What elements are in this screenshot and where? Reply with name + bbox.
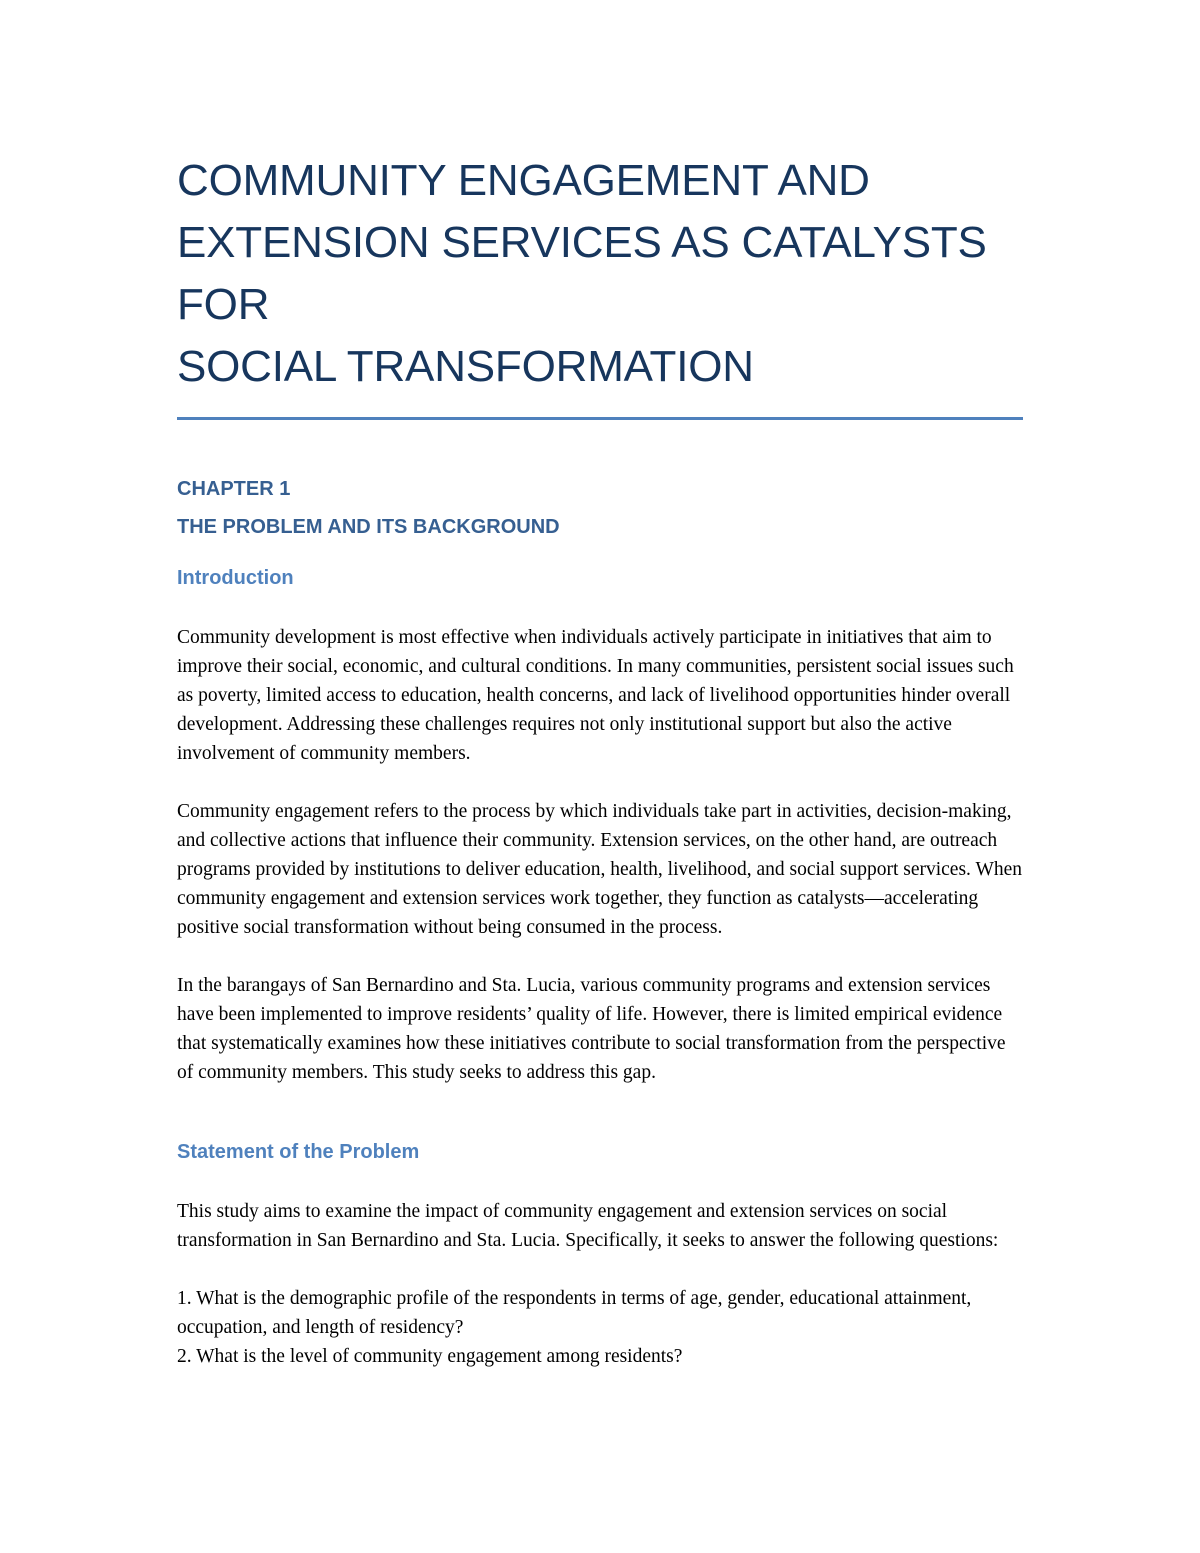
- document-page: [177, 150, 1023, 1371]
- section-heading-statement-of-the-problem: Statement of the Problem: [177, 1141, 420, 1163]
- title-line: SOCIAL TRANSFORMATION: [177, 342, 754, 391]
- paragraph: Community engagement refers to the process by which individuals take part in activities, decision-making, and collective actions that influence their community. Extension services, on the other hand, are outreach programs provided by institutions to deliver education, health, livelihood, and social support services. When community engagement and extension services work together, they function as catalysts—accelerating positive social transformation without being consumed in the process.: [177, 801, 1023, 938]
- paragraph: This study aims to examine the impact of community engagement and extension services on social transformation in San Bernardino and Sta. Lucia. Specifically, it seeks to answer the following questions:: [177, 1201, 999, 1251]
- section-heading-introduction: Introduction: [177, 567, 294, 589]
- paragraph: Community development is most effective when individuals actively participate in initiatives that aim to improve their social, economic, and cultural conditions. In many communities, persistent social issues such as poverty, limited access to education, health concerns, and lack of livelihood opportunities hinder overall development. Addressing these challenges requires not only institutional support but also the active involvement of community members.: [177, 627, 1014, 764]
- question-list: [177, 1284, 1023, 1371]
- chapter-number: CHAPTER 1: [177, 478, 291, 500]
- title-line: COMMUNITY ENGAGEMENT AND: [177, 156, 870, 205]
- paragraph: In the barangays of San Bernardino and Sta. Lucia, various community programs and extension services have been implemented to improve residents’ quality of life. However, there is limited empirical evidence that systematically examines how these initiatives contribute to social transformation from the perspective of community members. This study seeks to address this gap.: [177, 975, 1006, 1083]
- title-line: EXTENSION SERVICES AS CATALYSTS FOR: [177, 218, 987, 329]
- chapter-heading: [177, 470, 1023, 546]
- list-item: 2. What is the level of community engagement among residents?: [177, 1346, 683, 1367]
- chapter-title: THE PROBLEM AND ITS BACKGROUND: [177, 516, 560, 538]
- document-title: [177, 150, 1023, 398]
- list-item: 1. What is the demographic profile of the respondents in terms of age, gender, educational attainment, occupation, and length of residency?: [177, 1288, 972, 1338]
- title-divider: [177, 417, 1023, 420]
